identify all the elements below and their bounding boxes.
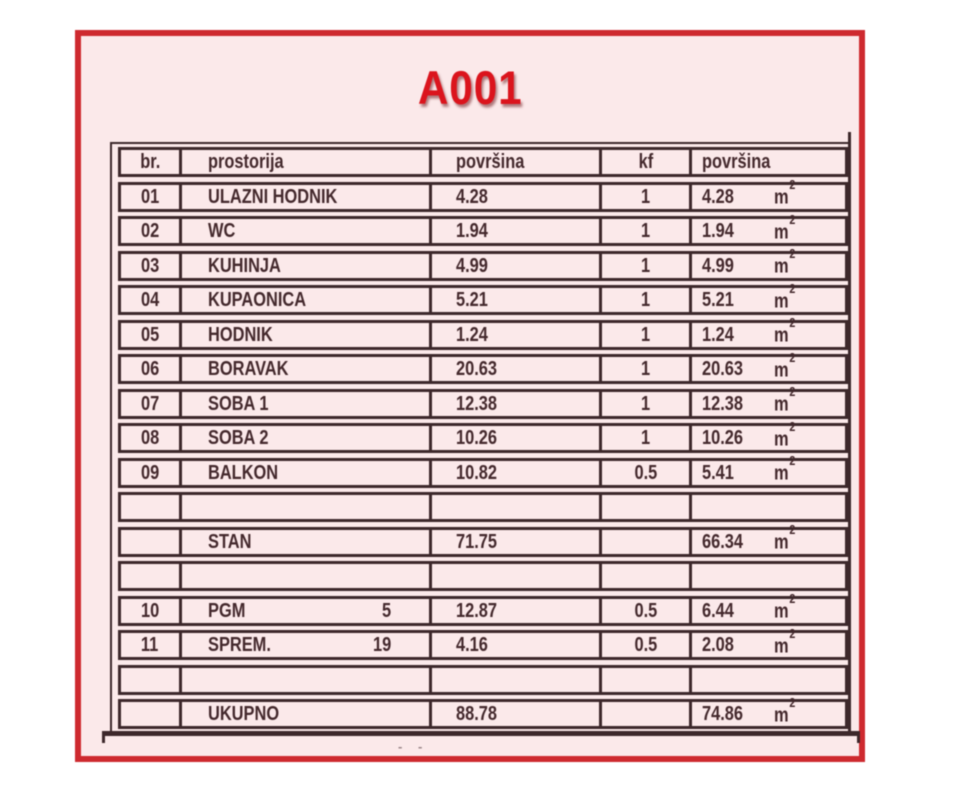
table-row [118,591,848,626]
cell-povrsina-net [689,625,845,658]
cell-povrsina-net [689,211,845,244]
cell-kf [599,323,689,347]
cell-br [121,357,179,381]
coefficient-value: 1 [640,185,651,208]
cell-povrsina [429,426,599,450]
cell-br [121,668,179,692]
unit-m2 [774,565,775,588]
cell-povrsina [429,288,599,312]
unit-m2: $m^2$ [774,177,796,209]
cell-prostorija [179,495,429,519]
cell-povrsina-net [689,418,845,451]
cell-povrsina [429,323,599,347]
cell-kf [599,461,689,485]
unit-m2: $m^2$ [774,384,796,416]
net-area-value: 5.41 [702,461,734,484]
header-cell-povrsina [429,150,599,174]
coefficient-value: 1 [640,358,651,380]
table-row [118,453,848,488]
cell-br [121,185,179,209]
cell-kf [599,185,689,209]
unit-m2: $m^2$ [774,694,796,727]
gross-area-value: 5.21 [456,289,488,311]
frame-tick-bottom-right [857,731,860,743]
gross-area-value: 71.75 [456,530,498,553]
cell-povrsina [429,564,599,588]
cell-br [121,323,179,347]
net-area-value: 5.21 [702,289,734,311]
cell-br [121,530,179,554]
gross-area-value: 4.99 [456,254,488,277]
unit-m2: $m^2$ [774,418,796,451]
cell-kf [599,599,689,623]
net-area-value: 2.08 [702,634,734,656]
cell-prostorija [179,599,429,623]
cell-br [121,564,179,588]
gross-area-value: 4.16 [456,634,488,656]
table-row [118,665,848,695]
cell-povrsina [429,357,599,381]
cell-povrsina-net [689,564,845,588]
unit-m2: $m^2$ [774,591,796,623]
cell-povrsina-net [689,384,845,416]
unit-m2 [774,496,775,519]
gross-area-value: 1.94 [456,220,488,242]
table-row [118,349,848,384]
cell-povrsina [429,185,599,209]
table-row [118,211,848,246]
cell-povrsina [429,633,599,657]
room-name: PGM [208,599,246,622]
cell-kf [599,357,689,381]
frame-tick-bottom-left [102,731,105,743]
cell-povrsina [429,254,599,278]
room-name: WC [208,220,236,242]
cell-prostorija [179,461,429,485]
coefficient-value: 0.5 [634,461,657,484]
cell-kf [599,564,689,588]
table-rows [118,147,848,729]
frame-tick-top-right [848,132,851,144]
cell-br [121,288,179,312]
unit-m2: $m^2$ [774,349,796,382]
cell-br [121,426,179,450]
scan-artifact-dashes: - - [398,739,429,754]
cell-povrsina-net [689,280,845,313]
row-number: 09 [140,461,160,484]
header-cell-kf [599,150,689,174]
gross-area-value: 10.82 [456,461,498,484]
cell-povrsina [429,530,599,554]
net-area-value: 10.26 [702,427,744,449]
row-number: 03 [140,254,160,277]
net-area-value: 1.94 [702,220,734,242]
gross-area-value: 10.26 [456,427,498,449]
row-number: 06 [140,358,160,380]
cell-br [121,495,179,519]
net-area-value: 4.28 [702,185,734,208]
table-row [118,280,848,315]
gross-area-value: 20.63 [456,358,498,380]
cell-prostorija [179,702,429,726]
header-label-prostorija: prostorija [208,151,284,173]
cell-prostorija [179,323,429,347]
row-number: 10 [140,599,160,622]
coefficient-value: 1 [640,392,651,415]
cell-kf [599,254,689,278]
cell-povrsina [429,461,599,485]
room-name: HODNIK [208,323,273,346]
gross-area-value: 12.38 [456,392,498,415]
room-name: ULAZNI HODNIK [208,185,338,208]
unit-m2: $m^2$ [774,453,796,485]
room-name: KUPAONICA [208,289,307,311]
cell-povrsina [429,668,599,692]
room-name: UKUPNO [208,703,280,725]
room-name: STAN [208,530,252,553]
cell-prostorija [179,530,429,554]
header-cell-povrsina-net [689,150,845,174]
apartment-id-title [81,60,859,115]
row-number: 01 [140,185,160,208]
unit-m2: $m^2$ [774,315,796,347]
unit-m2: $m^2$ [774,280,796,313]
header-label-povrsina-net: površina [702,151,771,173]
cell-kf [599,392,689,416]
row-number: 08 [140,427,160,449]
coefficient-value: 1 [640,289,651,311]
cell-prostorija [179,633,429,657]
row-number: 04 [140,289,160,311]
cell-prostorija [179,426,429,450]
row-number: 11 [141,634,159,656]
cell-br [121,219,179,243]
cell-br [121,702,179,726]
table-row [118,315,848,350]
net-area-value: 20.63 [702,358,744,380]
cell-prostorija [179,357,429,381]
cell-prostorija [179,392,429,416]
cell-povrsina [429,599,599,623]
cell-povrsina-net [689,668,845,692]
row-number: 05 [140,323,160,346]
cell-kf [599,530,689,554]
table-row [118,177,848,212]
unit-m2 [774,668,775,691]
header-cell-br [121,150,179,174]
header-cell-prostorija [179,150,429,174]
header-label-kf: kf [638,151,653,173]
room-name: BALKON [208,461,279,484]
net-area-value: 12.38 [702,392,744,415]
coefficient-value: 1 [640,254,651,277]
room-name: BORAVAK [208,358,289,380]
cell-kf [599,702,689,726]
table-row [118,384,848,419]
net-area-value: 74.86 [702,703,744,725]
gross-area-value: 4.28 [456,185,488,208]
cell-povrsina-net [689,246,845,278]
net-area-value: 4.99 [702,254,734,277]
unit-m2: $m^2$ [774,625,796,658]
row-number: 07 [140,392,160,415]
gross-area-value: 88.78 [456,703,498,725]
room-name: SOBA 2 [208,427,269,449]
table-header-row [118,147,848,177]
cell-prostorija [179,288,429,312]
cell-prostorija [179,668,429,692]
coefficient-value: 1 [640,323,651,346]
cell-prostorija [179,185,429,209]
cell-povrsina [429,702,599,726]
cell-povrsina [429,392,599,416]
table-row [118,625,848,660]
cell-povrsina [429,495,599,519]
table-row [118,561,848,591]
coefficient-value: 1 [640,427,651,449]
cell-povrsina-net [689,694,845,727]
table-row [118,492,848,522]
room-name: SPREM. [208,634,271,656]
room-name: SOBA 1 [208,392,269,415]
cell-kf [599,219,689,243]
coefficient-value: 1 [640,220,651,242]
apartment-id-text: A001 [417,61,523,114]
area-table-frame [110,142,851,731]
cell-povrsina-net [689,453,845,485]
cell-kf [599,288,689,312]
gross-area-value: 12.87 [456,599,498,622]
header-label-br: br. [139,151,161,173]
net-area-value: 66.34 [702,530,744,553]
unit-m2: $m^2$ [774,522,796,554]
room-ref-number: 5 [381,599,391,622]
table-row [118,522,848,557]
net-area-value: 6.44 [702,599,734,622]
cell-kf [599,633,689,657]
cell-prostorija [179,219,429,243]
table-row [118,246,848,281]
cell-br [121,633,179,657]
plan-sheet [75,30,865,762]
cell-kf [599,426,689,450]
cell-br [121,254,179,278]
cell-prostorija [179,564,429,588]
room-name: KUHINJA [208,254,281,277]
cell-br [121,599,179,623]
cell-br [121,461,179,485]
cell-povrsina-net [689,177,845,209]
table-row [118,418,848,453]
cell-povrsina-net [689,591,845,623]
coefficient-value: 0.5 [634,634,657,656]
cell-povrsina-net [689,495,845,519]
net-area-value: 1.24 [702,323,734,346]
cell-povrsina-net [689,315,845,347]
table-row [118,694,848,729]
unit-m2: $m^2$ [774,246,796,278]
cell-povrsina-net [689,349,845,382]
cell-povrsina-net [689,522,845,554]
cell-kf [599,668,689,692]
cell-br [121,392,179,416]
row-number: 02 [140,220,160,242]
room-ref-number: 19 [372,634,391,656]
cell-prostorija [179,254,429,278]
table-bottom-rule [102,731,860,736]
gross-area-value: 1.24 [456,323,488,346]
cell-povrsina [429,219,599,243]
coefficient-value: 0.5 [634,599,657,622]
unit-m2: $m^2$ [774,211,796,244]
header-label-povrsina: površina [456,151,525,173]
cell-kf [599,495,689,519]
